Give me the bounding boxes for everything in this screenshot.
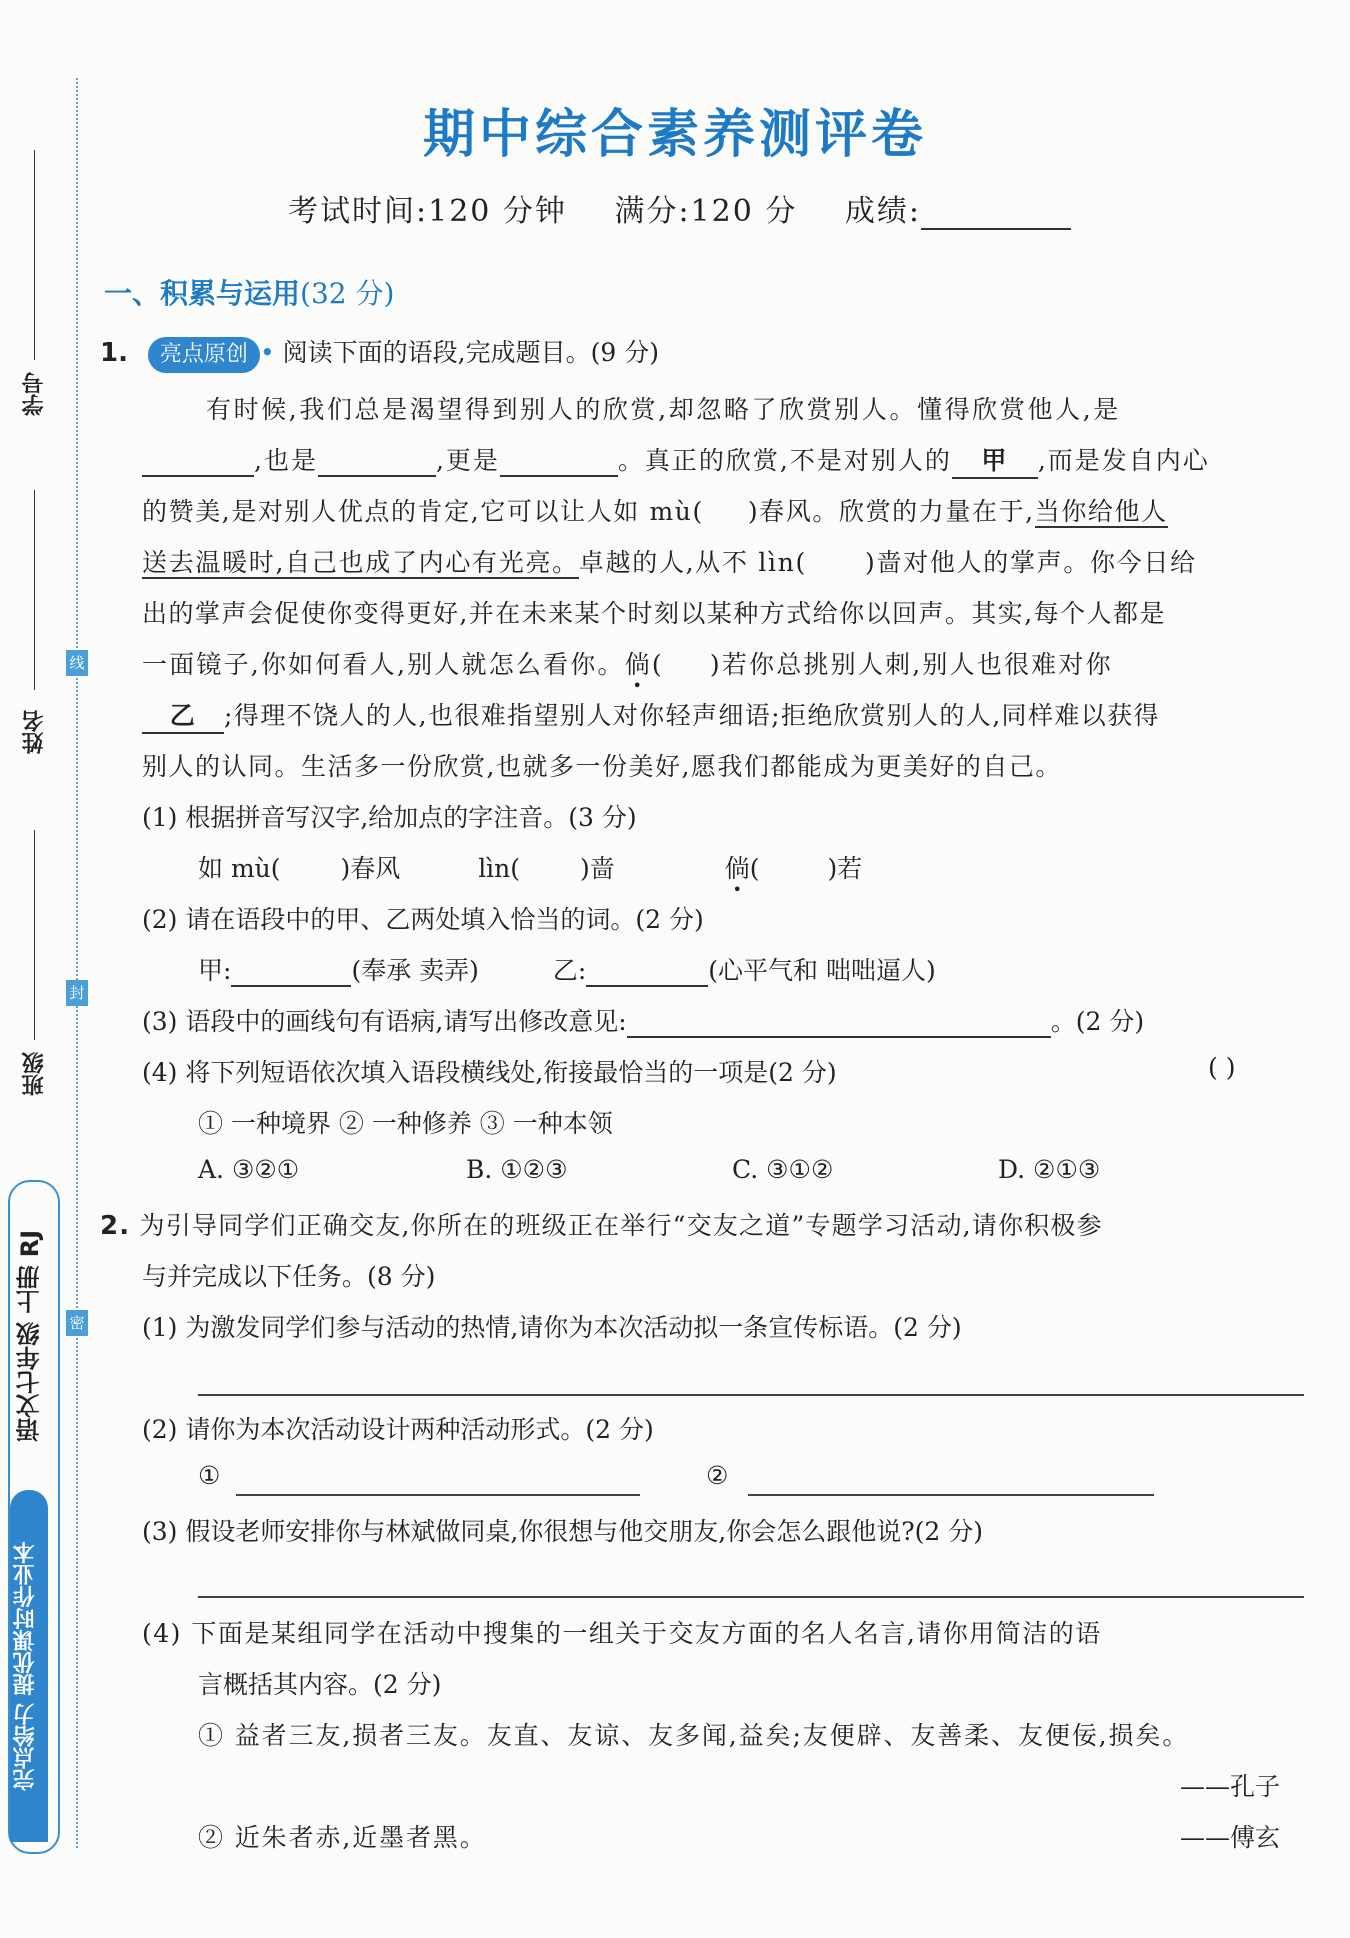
underlined-sentence: 送去温暖时,自己也成了内心有光亮。	[142, 548, 579, 577]
q1-sub1: (1) 根据拼音写汉字,给加点的字注音。(3 分)	[142, 803, 637, 832]
student-id-label: 学号	[21, 372, 47, 416]
passage-line-3	[142, 492, 1168, 528]
quote-1-source: ——孔子	[1180, 1772, 1281, 1801]
option-d[interactable]: D. ②①③	[998, 1155, 1101, 1184]
quote-1: ① 益者三友,损者三友。友直、友谅、友多闻,益矣;友便辟、友善柔、友便佞,损矣。	[198, 1721, 1190, 1750]
item-lin: lìn(	[478, 854, 521, 883]
q2-sub2-answer2-line[interactable]	[748, 1494, 1154, 1496]
passage-text: 一面镜子,你如何看人,别人就怎么看你。	[142, 650, 625, 679]
q1-sub1-items	[198, 849, 862, 885]
passage-line-6	[142, 645, 1113, 681]
q2-sub1: (1) 为激发同学们参与活动的热情,请你为本次活动拟一条宣传标语。(2 分)	[142, 1313, 962, 1342]
q1-phrases: ① 一种境界 ② 一种修养 ③ 一种本领	[198, 1109, 613, 1138]
passage-text: )若你总挑别人刺,别人也很难对你	[709, 650, 1113, 679]
passage-text: ;得理不饶人的人,也很难指望别人对你轻声细语;拒绝欣赏别人的人,同样难以获得	[224, 701, 1160, 730]
score-label: 成绩:	[844, 194, 922, 229]
item-tang-end: )若	[827, 854, 863, 883]
item-mu-end: )春风	[340, 854, 401, 883]
underlined-sentence: 当你给他人	[1034, 497, 1168, 526]
q2-number: 2.	[100, 1211, 131, 1241]
score-blank[interactable]	[921, 198, 1071, 230]
q1-sub4-answer-paren[interactable]: ( )	[1208, 1053, 1236, 1082]
sub3-answer-blank[interactable]	[627, 1007, 1051, 1038]
q1-sub4: (4) 将下列短语依次填入语段横线处,衔接最恰当的一项是(2 分)	[142, 1058, 837, 1087]
passage-line-1: 有时候,我们总是渴望得到别人的欣赏,却忽略了欣赏别人。懂得欣赏他人,是	[206, 395, 1121, 424]
cut-line	[76, 78, 78, 1848]
q1-sub3	[142, 1002, 1144, 1038]
passage-line-5: 出的掌声会促使你变得更好,并在未来某个时刻以某种方式给你以回声。其实,每个人都是	[142, 599, 1166, 628]
page-title: 期中综合素养测评卷	[422, 104, 927, 165]
exam-info	[288, 186, 1107, 230]
sub3-prompt: (3) 语段中的画线句有语病,请写出修改意见:	[142, 1007, 627, 1036]
jia-label: 甲:	[198, 956, 232, 985]
quote-2-source: ——傅玄	[1180, 1823, 1281, 1852]
passage-text: )啬对他人的掌声。你今日给	[865, 548, 1197, 577]
full-score: 满分:120 分	[614, 194, 798, 229]
option-b[interactable]: B. ①②③	[466, 1155, 568, 1184]
q2-sub2-item1: ①	[198, 1461, 221, 1490]
passage-text: ,更是	[435, 446, 500, 475]
section-heading	[104, 272, 394, 312]
section-title: 一、积累与运用	[104, 277, 301, 310]
seal-mark-feng: 封	[66, 980, 88, 1006]
blank-jia[interactable]: 甲	[952, 441, 1038, 479]
item-tang-paren: (	[749, 854, 760, 883]
q2-sub3-answer-line[interactable]	[198, 1596, 1304, 1598]
q2-sub4-line2: 言概括其内容。(2 分)	[198, 1670, 442, 1699]
q1-number: 1.	[100, 338, 128, 368]
q2-sub3: (3) 假设老师安排你与林斌做同桌,你很想与他交朋友,你会怎么跟他说?(2 分)	[142, 1517, 984, 1546]
q1-sub2: (2) 请在语段中的甲、乙两处填入恰当的词。(2 分)	[142, 905, 704, 934]
q2-line-1	[100, 1206, 1103, 1242]
blank-2[interactable]	[318, 446, 436, 477]
passage-text: ,也是	[254, 446, 318, 475]
passage-line-2	[142, 441, 1210, 479]
passage-line-8: 别人的认同。生活多一份欣赏,也就多一份美好,愿我们都能成为更美好的自己。	[142, 752, 1062, 781]
jia-options: (奉承 卖弄)	[351, 956, 479, 985]
seal-mark-mi: 密	[66, 1310, 88, 1336]
section-points: (32 分)	[300, 277, 395, 310]
yi-answer-blank[interactable]	[586, 956, 708, 987]
q2-sub4-line1: (4) 下面是某组同学在活动中搜集的一组关于交友方面的名人名言,请你用简洁的语	[142, 1619, 1102, 1648]
brand-label: 完点给力 提优课时作业本	[10, 1490, 48, 1842]
blank-1[interactable]	[142, 446, 254, 477]
passage-text: (	[651, 650, 664, 679]
book-label: 语文七年级 上册 RJ	[16, 1230, 44, 1443]
item-lin-end: )啬	[580, 854, 615, 883]
passage-text: ,而是发自内心	[1037, 446, 1210, 475]
seal-mark-xian: 线	[66, 650, 88, 676]
q2-sub2: (2) 请你为本次活动设计两种活动形式。(2 分)	[142, 1415, 654, 1444]
sub3-points: 。(2 分)	[1050, 1007, 1145, 1036]
jia-answer-blank[interactable]	[231, 956, 351, 987]
dotted-char-tang: 倘	[624, 650, 652, 679]
q2-line-2: 与并完成以下任务。(8 分)	[142, 1262, 436, 1291]
q2-sub2-answer1-line[interactable]	[236, 1494, 640, 1496]
name-label: 姓名	[21, 710, 47, 754]
q1-header: 1. 亮点原创 • 阅读下面的语段,完成题目。(9 分)	[100, 333, 659, 373]
q1-sub2-items	[198, 951, 936, 987]
student-id-blank[interactable]	[34, 150, 35, 360]
blank-yi[interactable]: 乙	[142, 696, 224, 734]
yi-label: 乙:	[552, 956, 587, 985]
item-tang: 倘	[724, 854, 750, 883]
passage-text: )春风。欣赏的力量在于,	[747, 497, 1035, 526]
passage-line-7	[142, 696, 1160, 734]
yi-options: (心平气和 咄咄逼人)	[708, 956, 936, 985]
item-mu: 如 mù(	[198, 854, 281, 883]
option-c[interactable]: C. ③①②	[732, 1155, 834, 1184]
class-blank[interactable]	[34, 830, 35, 1040]
binding-margin	[0, 0, 85, 1938]
exam-time: 考试时间:120 分钟	[288, 194, 567, 229]
q1-prompt: 阅读下面的语段,完成题目。(9 分)	[282, 338, 659, 367]
quote-2: ② 近朱者赤,近墨者黑。	[198, 1823, 487, 1852]
name-blank[interactable]	[34, 490, 35, 690]
q2-prompt: 为引导同学们正确交友,你所在的班级正在举行“交友之道”专题学习活动,请你积极参	[139, 1211, 1103, 1240]
passage-text: 的赞美,是对别人优点的肯定,它可以让人如 mù(	[142, 497, 704, 526]
passage-line-4	[142, 543, 1197, 579]
option-a[interactable]: A. ③②①	[198, 1155, 300, 1184]
passage-text: 卓越的人,从不 lìn(	[578, 548, 807, 577]
q2-sub1-answer-line[interactable]	[198, 1394, 1304, 1396]
blank-3[interactable]	[500, 446, 618, 477]
original-badge: 亮点原创	[148, 337, 260, 373]
passage-text: 。真正的欣赏,不是对别人的	[617, 446, 952, 475]
q2-sub2-item2: ②	[706, 1461, 729, 1490]
class-label: 班级	[21, 1052, 47, 1096]
